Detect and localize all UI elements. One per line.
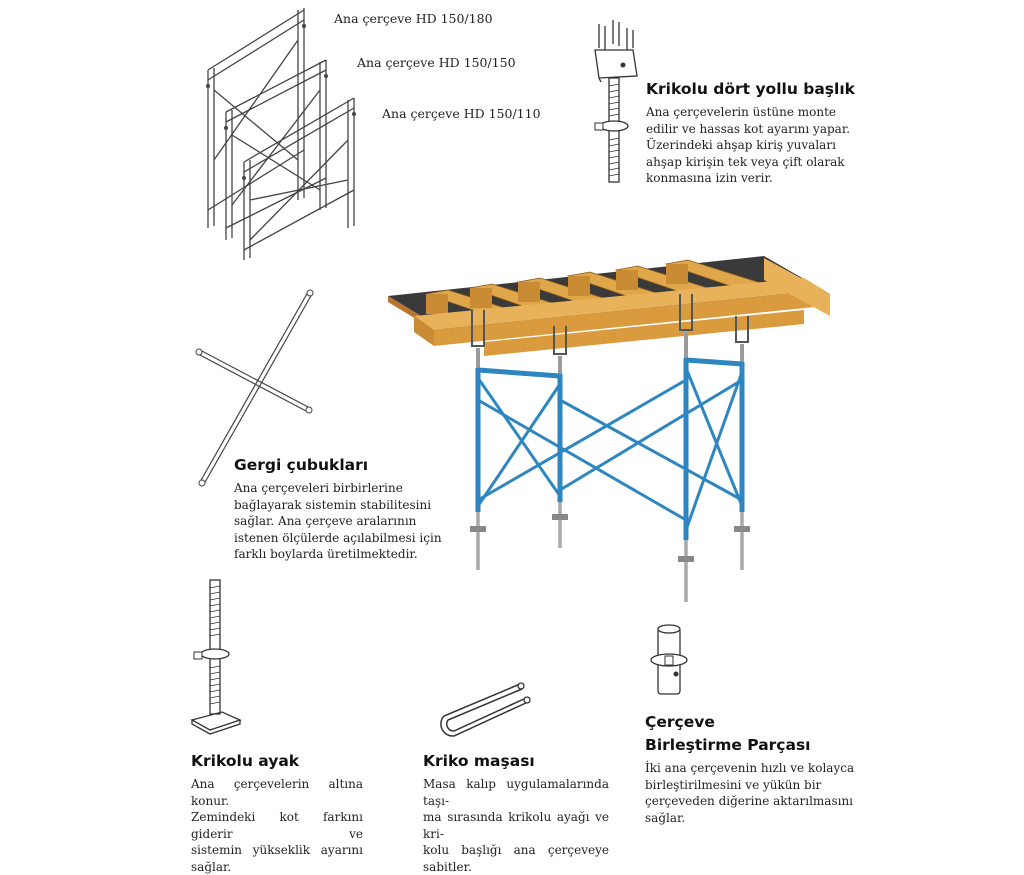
base-jack-illustration: [188, 574, 244, 736]
coupler-line: çerçeveden diğerine aktarılmasını: [645, 794, 854, 808]
fork-head-line: ahşap kirişin tek veya çift olarak: [646, 154, 845, 169]
coupler-line: İki ana çerçevenin hızlı ve kolayca: [645, 761, 855, 775]
coupler-description: [645, 760, 854, 826]
jack-clip-title: Kriko maşası: [423, 752, 535, 770]
base-jack-line: Ana çerçevelerin altına konur.: [191, 777, 363, 808]
coupler-title-line1: Çerçeve: [645, 713, 715, 731]
jack-clip-illustration: [424, 676, 534, 742]
braces-line: bağlayarak sistemin stabilitesini: [234, 497, 432, 512]
jack-clip-line: ma sırasında krikolu ayağı ve kri-: [423, 810, 609, 841]
fork-head-title: Krikolu dört yollu başlık: [646, 80, 855, 98]
frame-label-110: Ana çerçeve HD 150/110: [382, 106, 541, 121]
base-jack-title: Krikolu ayak: [191, 752, 300, 770]
fork-head-jack-illustration: [585, 20, 645, 190]
coupler-line: birleştirilmesini ve yükün bir: [645, 777, 822, 792]
fork-head-description: [646, 104, 850, 187]
jack-clip-line: Masa kalıp uygulamalarında taşı-: [423, 777, 609, 808]
fork-head-line: Üzerindeki ahşap kiriş yuvaları: [646, 138, 836, 152]
braces-line: farklı boylarda üretilmektedir.: [234, 547, 418, 561]
fork-head-line: Ana çerçevelerin üstüne monte: [646, 105, 837, 119]
base-jack-line: sistemin yükseklik ayarını sağlar.: [191, 843, 363, 874]
coupler-line: sağlar.: [645, 810, 686, 825]
jack-clip-line: kolu başlığı ana çerçeveye sabitler.: [423, 843, 609, 874]
fork-head-line: konmasına izin verir.: [646, 171, 773, 185]
base-jack-line: Zemindeki kot farkını giderir ve: [191, 810, 363, 841]
coupler-title-line2: Birleştirme Parçası: [645, 736, 811, 754]
fork-head-line: edilir ve hassas kot ayarını yapar.: [646, 121, 851, 136]
braces-line: istenen ölçülerde açılabilmesi için: [234, 530, 442, 545]
frame-label-150: Ana çerçeve HD 150/150: [357, 55, 516, 70]
braces-title: Gergi çubukları: [234, 456, 369, 474]
table-form-assembly-illustration: [384, 250, 834, 610]
braces-line: Ana çerçeveleri birbirlerine: [234, 481, 403, 495]
braces-line: sağlar. Ana çerçeve aralarının: [234, 514, 417, 528]
frame-label-180: Ana çerçeve HD 150/180: [334, 11, 493, 26]
frame-coupler-illustration: [646, 622, 692, 700]
braces-description: [234, 480, 442, 563]
main-frames-illustration: [180, 0, 380, 270]
